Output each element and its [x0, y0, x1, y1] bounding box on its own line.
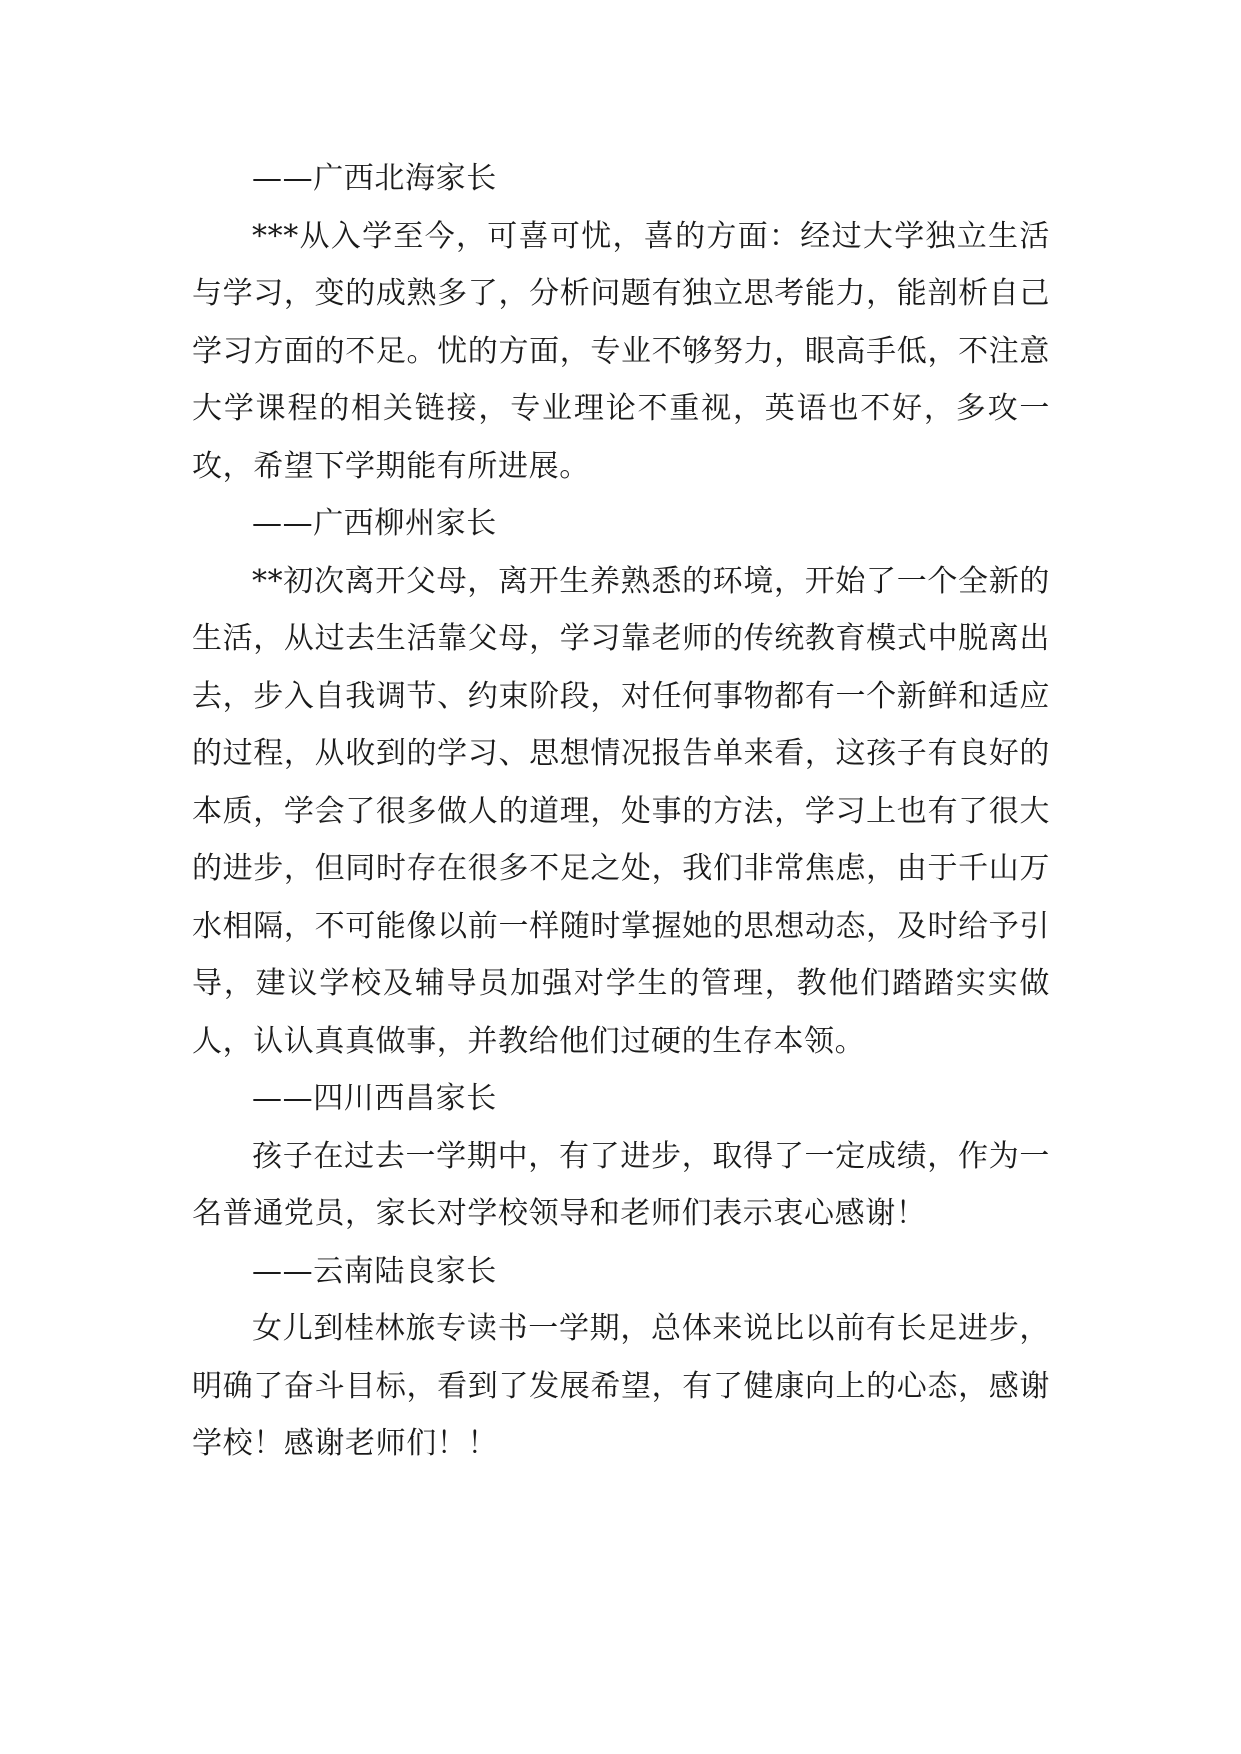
document-body: [192, 150, 1050, 1473]
signature-xichang-parent: ——四川西昌家长: [252, 1081, 497, 1116]
signature-beihai-parent: ——广西北海家长: [252, 161, 497, 196]
paragraph-xichang-feedback: 孩子在过去一学期中，有了进步，取得了一定成绩，作为一名普通党员，家长对学校领导和老师们表示衷心感谢！: [192, 1138, 1050, 1231]
paragraph-luliang-feedback: 女儿到桂林旅专读书一学期，总体来说比以前有长足进步，明确了奋斗目标，看到了发展希望，有了健康向上的心态，感谢学校！感谢老师们！！: [192, 1311, 1050, 1461]
signature-liuzhou-parent: ——广西柳州家长: [252, 506, 497, 541]
paragraph-beihai-feedback: ***从入学至今，可喜可忧，喜的方面：经过大学独立生活与学习，变的成熟多了，分析问题有独立思考能力，能剖析自己学习方面的不足。忧的方面，专业不够努力，眼高手低，不注意大学课程的相关链接，专业理论不重视，英语也不好，多攻一攻，希望下学期能有所进展。: [192, 218, 1050, 484]
paragraph-liuzhou-feedback: **初次离开父母，离开生养熟悉的环境，开始了一个全新的生活，从过去生活靠父母，学习靠老师的传统教育模式中脱离出去，步入自我调节、约束阶段，对任何事物都有一个新鲜和适应的过程，从收到的学习、思想情况报告单来看，这孩子有良好的本质，学会了很多做人的道理，处事的方法，学习上也有了很大的进步，但同时存在很多不足之处，我们非常焦虑，由于千山万水相隔，不可能像以前一样随时掌握她的思想动态，及时给予引导，建议学校及辅导员加强对学生的管理，教他们踏踏实实做人，认认真真做事，并教给他们过硬的生存本领。: [192, 563, 1050, 1059]
signature-luliang-parent: ——云南陆良家长: [252, 1253, 497, 1289]
